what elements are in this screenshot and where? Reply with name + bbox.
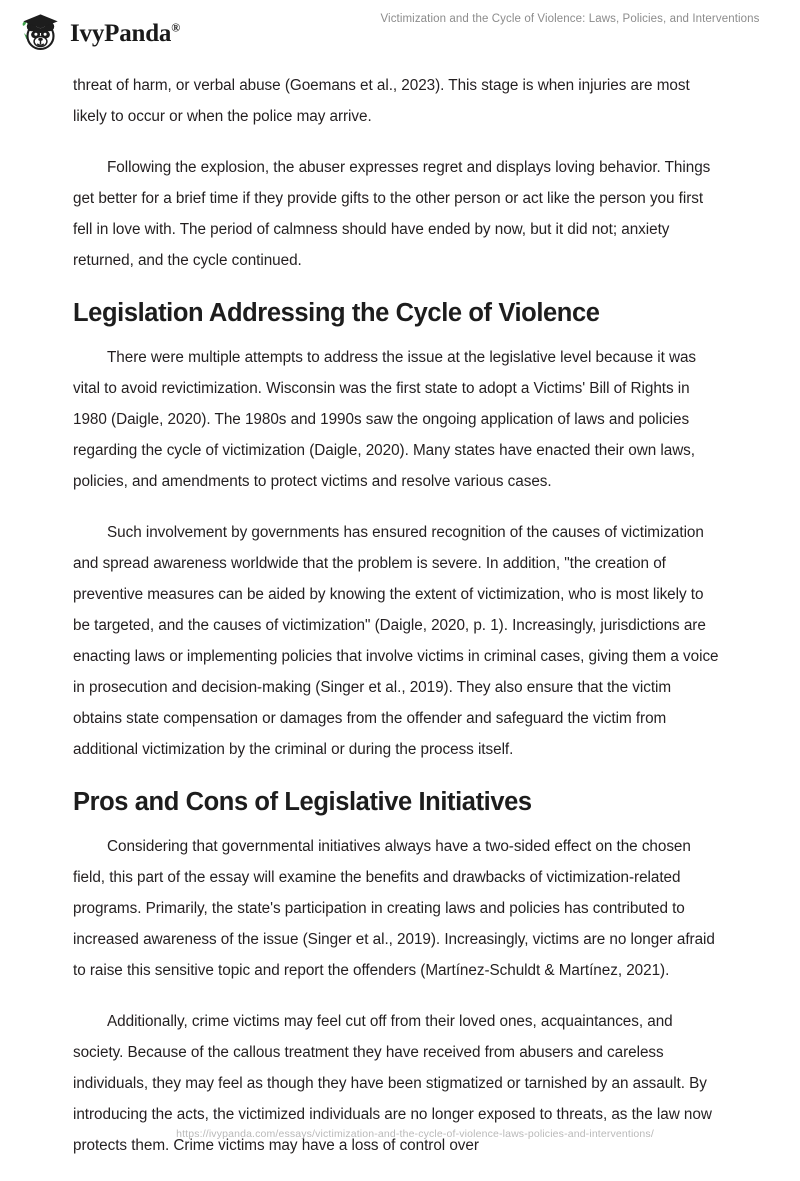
brand-name (70, 21, 180, 46)
paragraph: Following the explosion, the abuser expresses regret and displays loving behavior. Things get better for a brief time if they provide gifts to the other person or act like the person you first fell in love with. The period of calmness should have ended by now, but it did not; anxiety returned, and the cycle continued. (73, 159, 711, 269)
document-body (73, 70, 719, 1181)
document-header-title: Victimization and the Cycle of Violence: Laws, Policies, and Interventions (380, 13, 760, 25)
page-footer (0, 1128, 800, 1140)
brand-name-text: IvyPanda (70, 19, 172, 47)
section-heading: Legislation Addressing the Cycle of Violence (73, 299, 600, 327)
paragraph: Such involvement by governments has ensured recognition of the causes of victimization and spread awareness worldwide that the problem is severe. In addition, "the creation of preventive measures can be aided by knowing the extent of victimization, who is most likely to be targeted, and the causes of victimization" (Daigle, 2020, p. 1). Increasingly, jurisdictions are enacting laws or implementing policies that involve victims in criminal cases, giving them a voice in prosecution and decision-making (Singer et al., 2019). They also ensure that the victim obtains state compensation or damages from the offender and safeguard the victim from additional victimization by the criminal or during the process itself. (73, 524, 719, 758)
section-heading: Pros and Cons of Legislative Initiatives (73, 788, 532, 816)
source-url[interactable]: https://ivypanda.com/essays/victimization-and-the-cycle-of-violence-laws-policies-and-interventions/ (176, 1128, 654, 1140)
paragraph: There were multiple attempts to address the issue at the legislative level because it was vital to avoid revictimization. Wisconsin was the first state to adopt a Victims' Bill of Rights in 1980 (Daigle, 2020). The 1980s and 1990s saw the ongoing application of laws and policies regarding the cycle of victimization (Daigle, 2020). Many states have enacted their own laws, policies, and amendments to protect victims and resolve various cases. (73, 349, 697, 490)
brand-logo[interactable] (17, 9, 180, 53)
page-header (0, 0, 800, 60)
paragraph: Additionally, crime victims may feel cut off from their loved ones, acquaintances, and society. Because of the callous treatment they have received from abusers and careless individuals, they may feel as though they have been stigmatized or tarnished by an assault. By introducing the acts, the victimized individuals are no longer exposed to threats, as the law now protects them. Crime victims may have a loss of control over (73, 1013, 712, 1154)
paragraph: threat of harm, or verbal abuse (Goemans et al., 2023). This stage is when injuries are most likely to occur or when the police may arrive. (73, 77, 690, 125)
panda-graduate-logo-icon (17, 9, 63, 53)
registered-mark: ® (171, 20, 180, 35)
paragraph: Considering that governmental initiatives always have a two-sided effect on the chosen field, this part of the essay will examine the benefits and drawbacks of victimization-related programs. Primarily, the state's participation in creating laws and policies has contributed to increased awareness of the issue (Singer et al., 2019). Increasingly, victims are no longer afraid to raise this sensitive topic and report the offenders (Martínez-Schuldt & Martínez, 2021). (73, 838, 715, 979)
